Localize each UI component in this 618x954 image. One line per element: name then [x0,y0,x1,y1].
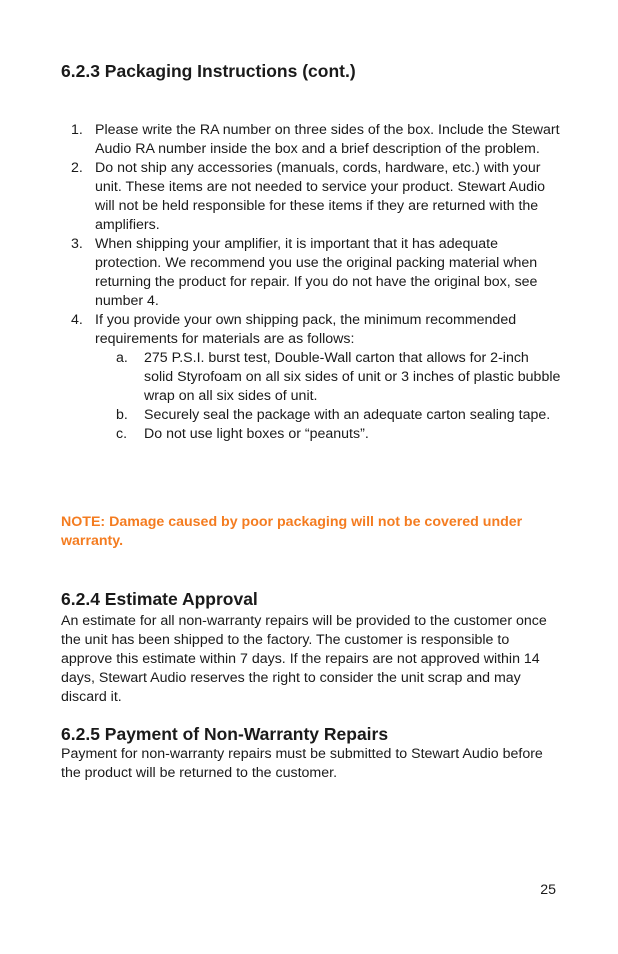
packaging-instructions-list [61,121,561,444]
list-item [61,121,561,159]
list-item-number: 4. [71,312,83,328]
section-6-2-3-heading: 6.2.3 Packaging Instructions (cont.) [61,61,356,81]
sublist-item-text: Do not use light boxes or “peanuts”. [144,426,369,442]
sublist-item-letter: a. [116,350,128,366]
list-item-number: 3. [71,236,83,252]
list-item-number: 2. [71,160,83,176]
list-item-text: If you provide your own shipping pack, the minimum recommended requirements for materials are as follows: [95,312,517,347]
list-item-text: When shipping your amplifier, it is important that it has adequate protection. We recommend you use the original packing material when returning the product for repair. If you do not have the original box, see number 4. [95,236,538,309]
sublist-item [95,406,561,425]
estimate-approval-paragraph: An estimate for all non-warranty repairs will be provided to the customer once the unit has been shipped to the factory. The customer is responsible to approve this estimate within 7 days. If the repairs are not approved within 14 days, Stewart Audio reserves the right to consider the unit scrap and may discard it. [61,613,547,705]
list-item-text: Please write the RA number on three sides of the box. Include the Stewart Audio RA number inside the box and a brief description of the problem. [95,122,560,157]
list-item-number: 1. [71,122,83,138]
section-6-2-4-heading: 6.2.4 Estimate Approval [61,589,258,609]
sublist-item [95,425,561,444]
list-item [61,159,561,235]
packaging-warranty-note: NOTE: Damage caused by poor packaging will not be covered under warranty. [61,514,523,549]
sublist-item-text: 275 P.S.I. burst test, Double-Wall carton that allows for 2-inch solid Styrofoam on all six sides of unit or 3 inches of plastic bubble wrap on all six sides of unit. [144,350,561,404]
material-requirements-sublist [95,349,561,444]
page-number: 25 [540,882,556,898]
sublist-item-letter: c. [116,426,128,442]
section-6-2-5-heading: 6.2.5 Payment of Non-Warranty Repairs [61,724,389,744]
sublist-item-letter: b. [116,407,128,423]
list-item [61,311,561,444]
sublist-item [95,349,561,406]
payment-paragraph: Payment for non-warranty repairs must be submitted to Stewart Audio before the product will be returned to the customer. [61,746,543,781]
list-item-text: Do not ship any accessories (manuals, cords, hardware, etc.) with your unit. These items are not needed to service your product. Stewart Audio will not be held responsible for these items if they are returned with the amplifiers. [95,160,546,233]
list-item [61,235,561,311]
sublist-item-text: Securely seal the package with an adequate carton sealing tape. [144,407,551,423]
